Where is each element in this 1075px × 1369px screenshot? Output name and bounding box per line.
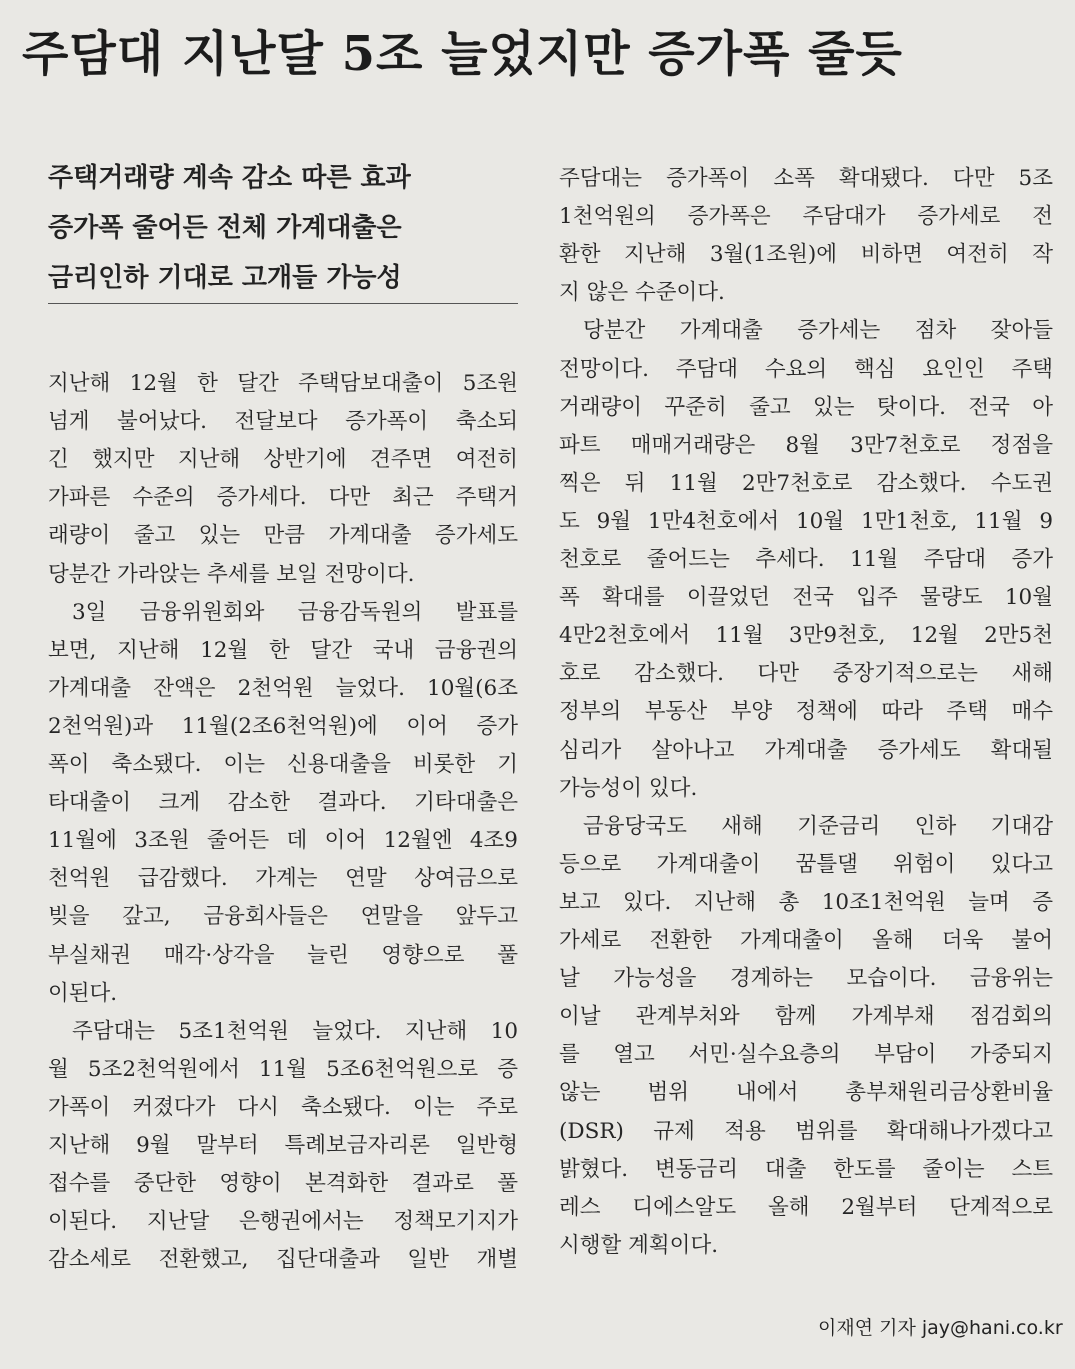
body-line: 긴 했지만 지난해 상반기에 견주면 여전히 (48, 447, 518, 473)
body-line: 3일 금융위원회와 금융감독원의 발표를 (72, 599, 518, 625)
body-line: (DSR) 규제 적용 범위를 확대해나가겠다고 (559, 1118, 1053, 1144)
body-line: 1천억원의 증가폭은 주담대가 증가세로 전 (559, 204, 1053, 230)
body-line: 보고 있다. 지난해 총 10조1천억원 늘며 증 (559, 889, 1053, 915)
body-line: 환한 지난해 3월(1조원)에 비하면 여전히 작 (559, 242, 1053, 268)
body-line: 시행할 계획이다. (559, 1232, 719, 1258)
body-line: 주담대는 5조1천억원 늘었다. 지난해 10 (72, 1018, 518, 1044)
body-line: 정부의 부동산 부양 정책에 따라 주택 매수 (559, 699, 1053, 725)
body-line: 가파른 수준의 증가세다. 다만 최근 주택거 (48, 485, 518, 511)
body-line: 2천억원)과 11월(2조6천억원)에 이어 증가 (48, 713, 518, 739)
body-line: 가능성이 있다. (559, 775, 698, 801)
body-line: 월 5조2천억원에서 11월 5조6천억원으로 증 (48, 1056, 518, 1082)
body-line: 지난해 12월 한 달간 주택담보대출이 5조원 (48, 371, 518, 396)
body-line: 천억원 급감했다. 가계는 연말 상여금으로 (48, 866, 518, 892)
body-line: 파트 매매거래량은 8월 3만7천호로 정점을 (559, 432, 1053, 458)
body-line: 이된다. 지난달 은행권에서는 정책모기지가 (48, 1209, 518, 1235)
body-line: 당분간 가계대출 증가세는 점차 잦아들 (583, 318, 1053, 344)
body-line: 주담대는 증가폭이 소폭 확대됐다. 다만 5조 (559, 166, 1053, 191)
body-line: 4만2천호에서 11월 3만9천호, 12월 2만5천 (559, 623, 1053, 649)
body-line: 부실채권 매각·상각을 늘린 영향으로 풀 (48, 942, 518, 968)
body-line: 타대출이 크게 감소한 결과다. 기타대출은 (48, 790, 518, 816)
subheading-line: 증가폭 줄어든 전체 가계대출은 (48, 213, 402, 243)
subheading-block (48, 153, 518, 304)
body-line: 도 9월 1만4천호에서 10월 1만1천호, 11월 9 (559, 508, 1053, 534)
body-line: 가계대출 잔액은 2천억원 늘었다. 10월(6조 (48, 675, 518, 701)
body-line: 보면, 지난해 12월 한 달간 국내 금융권의 (48, 637, 518, 663)
body-line: 가세로 전환한 가계대출이 올해 더욱 불어 (559, 928, 1053, 953)
body-line: 찍은 뒤 11월 2만7천호로 감소했다. 수도권 (559, 470, 1053, 496)
body-line: 않는 범위 내에서 총부채원리금상환비율 (559, 1080, 1053, 1106)
body-line: 레스 디에스알도 올해 2월부터 단계적으로 (559, 1194, 1053, 1220)
body-line: 호로 감소했다. 다만 중장기적으로는 새해 (559, 661, 1053, 687)
byline: 이재연 기자 jay@hani.co.kr (818, 1317, 1063, 1339)
body-line: 빚을 갚고, 금융회사들은 연말을 앞두고 (48, 904, 518, 930)
body-line: 지 않은 수준이다. (559, 280, 725, 306)
body-line: 심리가 살아나고 가계대출 증가세도 확대될 (559, 737, 1053, 763)
body-line: 폭이 축소됐다. 이는 신용대출을 비롯한 기 (48, 752, 518, 777)
body-line: 전망이다. 주담대 수요의 핵심 요인인 주택 (559, 356, 1053, 382)
body-line: 밝혔다. 변동금리 대출 한도를 줄이는 스트 (559, 1156, 1053, 1182)
body-line: 를 열고 서민·실수요층의 부담이 가중되지 (559, 1042, 1053, 1068)
body-line: 11월에 3조원 줄어든 데 이어 12월엔 4조9 (48, 828, 518, 854)
body-line: 금융당국도 새해 기준금리 인하 기대감 (583, 813, 1053, 839)
body-line: 넘게 불어났다. 전달보다 증가폭이 축소되 (48, 409, 518, 435)
body-line: 당분간 가라앉는 추세를 보일 전망이다. (48, 561, 415, 587)
body-line: 날 가능성을 경계하는 모습이다. 금융위는 (559, 966, 1053, 992)
subheading-line: 금리인하 기대로 고개들 가능성 (48, 263, 402, 293)
subheading-line: 주택거래량 계속 감소 따른 효과 (48, 163, 411, 193)
body-line: 접수를 중단한 영향이 본격화한 결과로 풀 (48, 1171, 518, 1197)
body-line: 거래량이 꾸준히 줄고 있는 탓이다. 전국 아 (559, 394, 1053, 420)
body-line: 가폭이 커졌다가 다시 축소됐다. 이는 주로 (48, 1094, 518, 1120)
headline: 주담대 지난달 5조 늘었지만 증가폭 줄듯 (22, 26, 903, 82)
body-line: 이날 관계부처와 함께 가계부채 점검회의 (559, 1004, 1053, 1030)
body-line: 폭 확대를 이끌었던 전국 입주 물량도 10월 (559, 585, 1053, 611)
body-line: 지난해 9월 말부터 특례보금자리론 일반형 (48, 1133, 518, 1158)
body-line: 래량이 줄고 있는 만큼 가계대출 증가세도 (48, 523, 518, 549)
body-line: 천호로 줄어드는 추세다. 11월 주담대 증가 (559, 547, 1053, 572)
body-line: 감소세로 전환했고, 집단대출과 일반 개별 (48, 1247, 518, 1273)
body-line: 이된다. (48, 980, 118, 1006)
body-line: 등으로 가계대출이 꿈틀댈 위험이 있다고 (559, 851, 1053, 877)
